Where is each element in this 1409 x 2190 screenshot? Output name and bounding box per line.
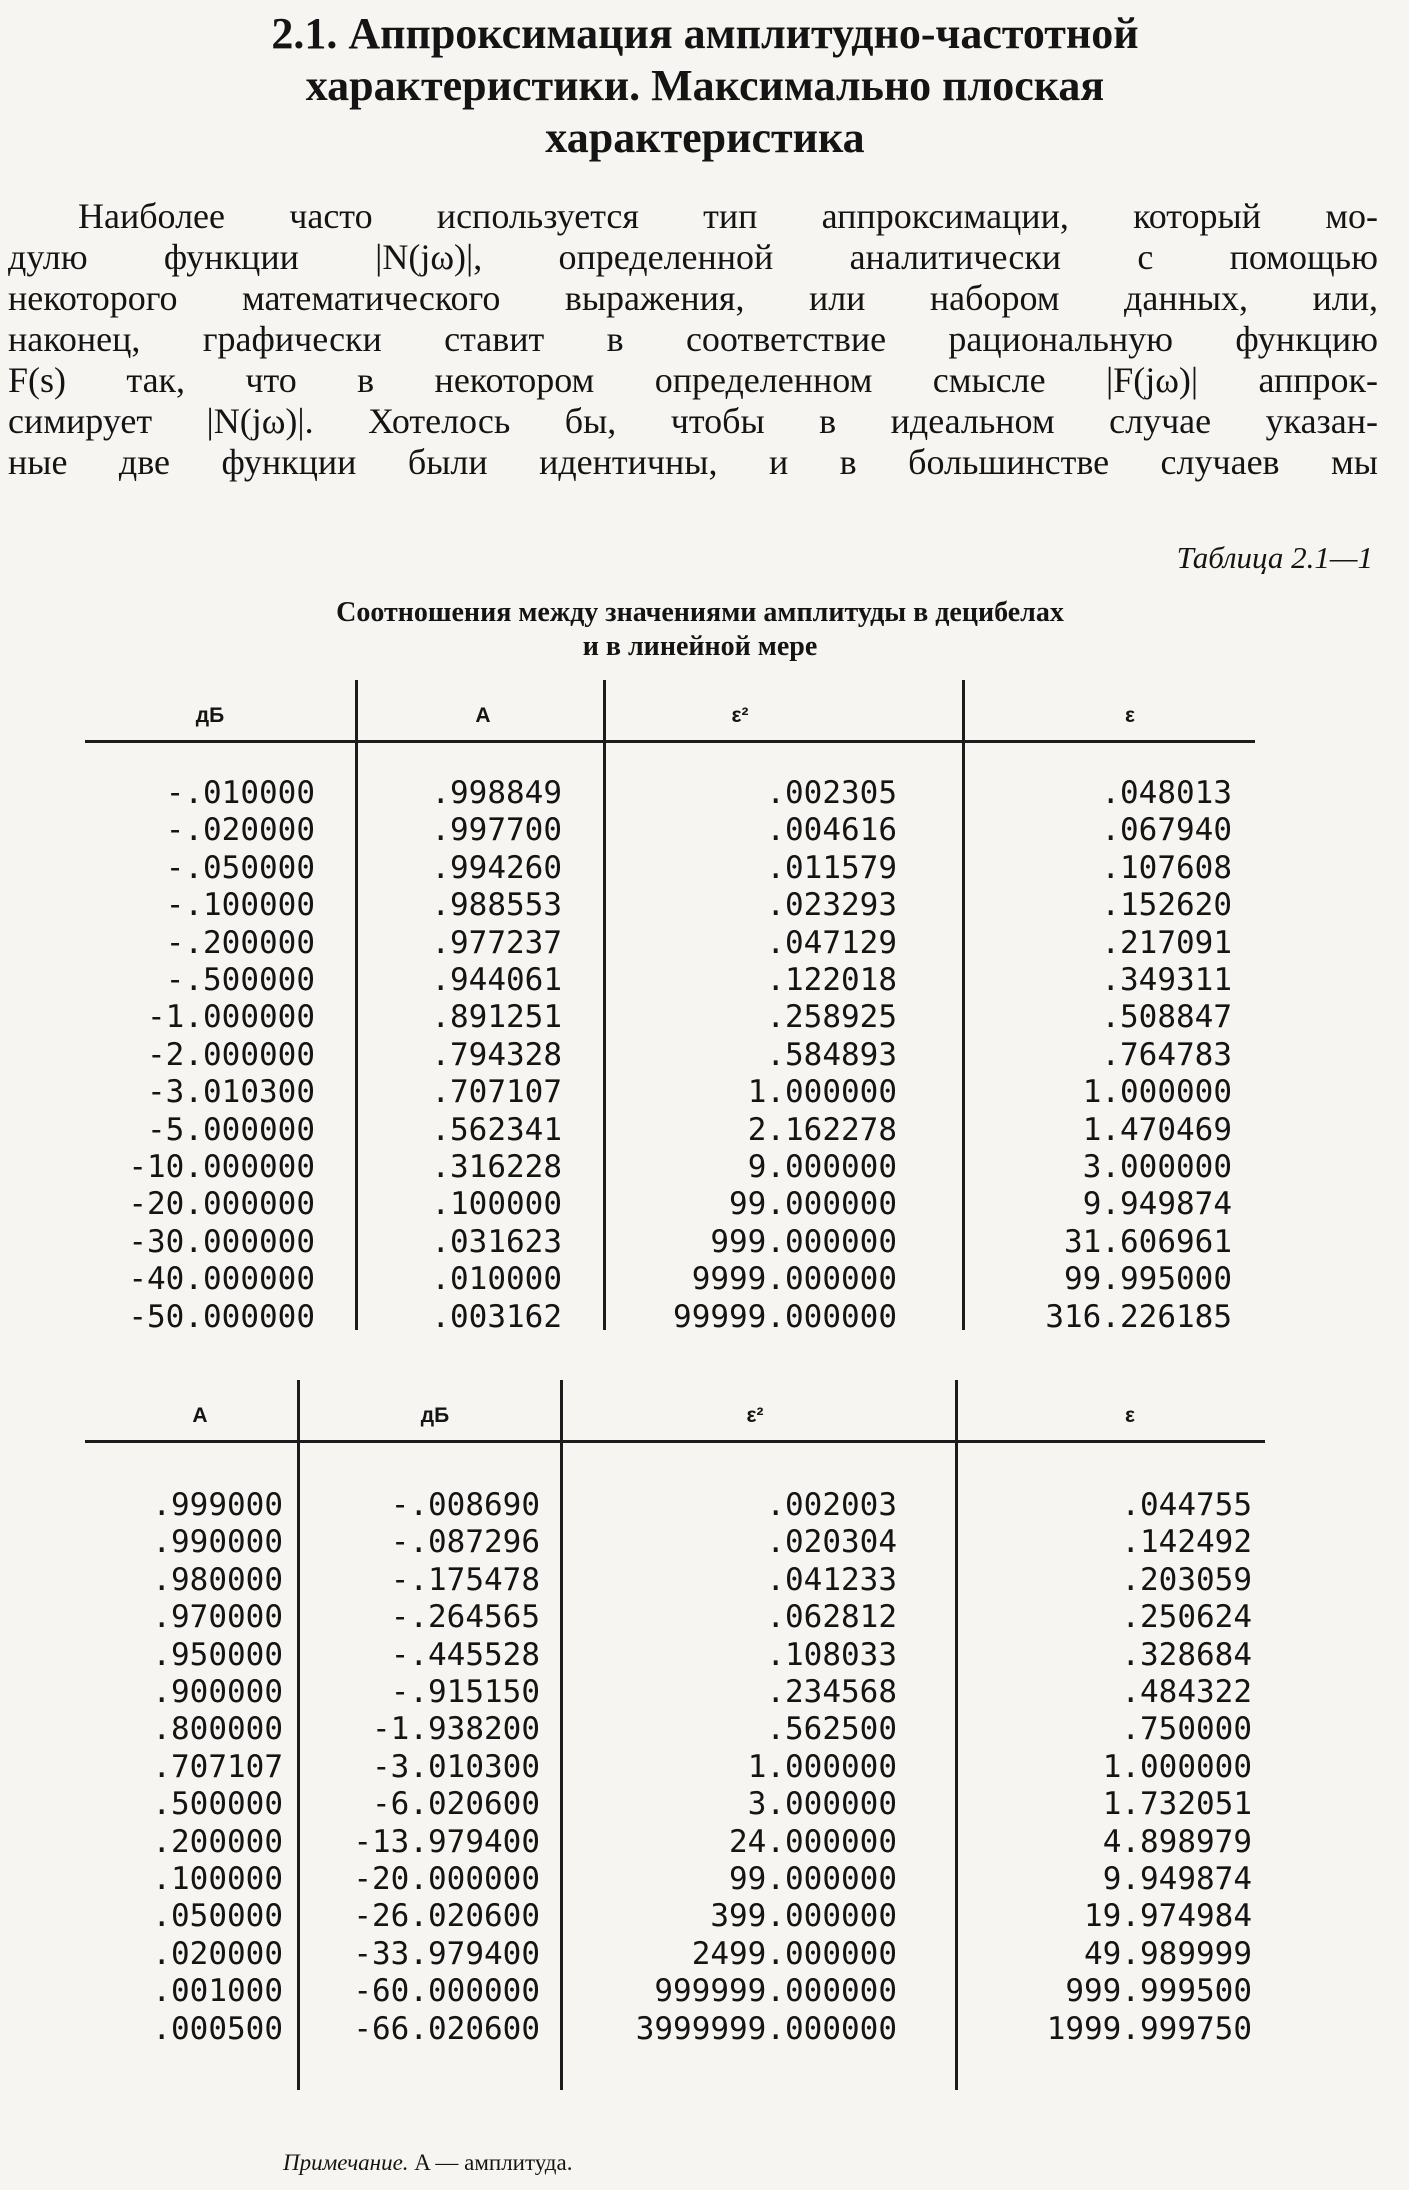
table-cell: 49.989999 xyxy=(1084,1935,1252,1972)
table-cell: 99.000000 xyxy=(729,1861,897,1897)
caption-line: Соотношения между значениями амплитуды в децибелах xyxy=(336,597,1064,628)
table-cell: .010000 xyxy=(431,1261,562,1298)
paragraph-line: F(s) так, что в некотором определенном смысле |F(jω)| аппрок- xyxy=(8,360,1378,400)
table-cell: 2499.000000 xyxy=(691,1935,897,1972)
table-row xyxy=(85,999,1255,1036)
table-cell: .707107 xyxy=(431,1074,562,1111)
table-row xyxy=(85,1261,1255,1298)
header-eps: ε xyxy=(1125,1404,1135,1427)
table-cell: .944061 xyxy=(431,962,562,998)
table-cell: -5.000000 xyxy=(147,1111,315,1148)
table-cell: 999.999500 xyxy=(1065,1973,1252,2010)
table-row xyxy=(85,812,1255,849)
table-cell: -.264565 xyxy=(390,1599,540,1636)
table-cell: 3999999.000000 xyxy=(635,2010,897,2047)
table-cell: .234568 xyxy=(766,1674,897,1710)
table-cell: .500000 xyxy=(152,1786,283,1823)
table-cell: .004616 xyxy=(766,812,897,849)
table-cell: .031623 xyxy=(431,1223,562,1260)
table-cell: .562500 xyxy=(766,1711,897,1748)
table-cell: .900000 xyxy=(152,1674,283,1710)
table-cell: .258925 xyxy=(766,999,897,1036)
table-cell: .067940 xyxy=(1101,812,1232,849)
table-cell: .950000 xyxy=(152,1636,283,1673)
table-row xyxy=(85,2011,1265,2048)
table-cell: .100000 xyxy=(152,1861,283,1897)
table-cell: 2.162278 xyxy=(747,1111,897,1148)
table-cell: .001000 xyxy=(152,1973,283,2010)
caption-line: и в линейной мере xyxy=(582,631,818,662)
heading-line: 2.1. Аппроксимация амплитудно-частотной xyxy=(271,9,1139,58)
heading-line: характеристика xyxy=(545,113,865,162)
table-row xyxy=(85,1674,1265,1711)
table-row xyxy=(85,1749,1265,1786)
table-row xyxy=(85,1898,1265,1935)
header-eps2: ε² xyxy=(746,1404,764,1427)
table-header xyxy=(85,1380,1265,1440)
table-row xyxy=(85,925,1255,962)
table-cell: .250624 xyxy=(1121,1599,1252,1636)
table-cell: .316228 xyxy=(431,1149,562,1185)
table-cell: -.050000 xyxy=(165,849,315,886)
body-paragraph xyxy=(8,196,1378,483)
table-cell: 9999.000000 xyxy=(691,1261,897,1298)
table-cell: .349311 xyxy=(1101,962,1232,998)
table-cell: .048013 xyxy=(1101,775,1232,811)
table-cell: .020304 xyxy=(766,1524,897,1561)
table-cell: 3.000000 xyxy=(1082,1149,1232,1185)
table-row xyxy=(85,1711,1265,1748)
table-cell: .041233 xyxy=(766,1561,897,1598)
table-cell: -3.010300 xyxy=(372,1748,540,1785)
table-cell: 99.995000 xyxy=(1064,1261,1232,1298)
table-cell: -.100000 xyxy=(165,887,315,924)
table-row xyxy=(85,1637,1265,1674)
table-cell: .328684 xyxy=(1121,1636,1252,1673)
table-row xyxy=(85,1224,1255,1261)
table-row xyxy=(85,1112,1255,1149)
table-row xyxy=(85,850,1255,887)
table-cell: -.200000 xyxy=(165,924,315,961)
table-cell: .200000 xyxy=(152,1823,283,1860)
paragraph-line: некоторого математического выражения, или набором данных, или, xyxy=(8,278,1378,318)
table-cell: 399.000000 xyxy=(710,1898,897,1935)
table-cell: .998849 xyxy=(431,775,562,811)
table-cell: .999000 xyxy=(152,1487,283,1523)
header-eps: ε xyxy=(1125,704,1135,727)
table-cell: 999.000000 xyxy=(710,1223,897,1260)
table-cell: .142492 xyxy=(1121,1524,1252,1561)
table-row xyxy=(85,1562,1265,1599)
table-row xyxy=(85,1037,1255,1074)
table-cell: -.500000 xyxy=(165,962,315,998)
table-cell: -26.020600 xyxy=(353,1898,540,1935)
table-cell: 99999.000000 xyxy=(673,1298,897,1335)
table-cell: .707107 xyxy=(152,1748,283,1785)
paragraph-line: симирует |N(jω)|. Хотелось бы, чтобы в идеальном случае указан- xyxy=(8,401,1378,441)
table-cell: .108033 xyxy=(766,1636,897,1673)
table-db-to-amplitude xyxy=(85,680,1255,1335)
table-cell: .891251 xyxy=(431,999,562,1036)
table-cell: .980000 xyxy=(152,1561,283,1598)
paragraph-line: наконец, графически ставит в соответствие рациональную функцию xyxy=(8,319,1378,359)
table-cell: 1.000000 xyxy=(1102,1748,1252,1785)
note-text: A — амплитуда. xyxy=(414,2150,573,2175)
table-cell: .023293 xyxy=(766,887,897,924)
table-cell: .107608 xyxy=(1101,849,1232,886)
table-cell: .020000 xyxy=(152,1935,283,1972)
table-row xyxy=(85,1299,1255,1336)
table-cell: 1.000000 xyxy=(747,1074,897,1111)
table-cell: .988553 xyxy=(431,887,562,924)
header-eps2: ε² xyxy=(731,704,749,727)
table-cell: .011579 xyxy=(766,849,897,886)
table-cell: -.915150 xyxy=(390,1674,540,1710)
table-cell: 19.974984 xyxy=(1084,1898,1252,1935)
table-cell: -20.000000 xyxy=(353,1861,540,1897)
table-header xyxy=(85,680,1255,740)
table-cell: -.087296 xyxy=(390,1524,540,1561)
table-row xyxy=(85,1487,1265,1524)
section-heading xyxy=(130,8,1280,164)
table-cell: -10.000000 xyxy=(128,1149,315,1185)
table-cell: .750000 xyxy=(1121,1711,1252,1748)
table-cell: .997700 xyxy=(431,812,562,849)
table-cell: .990000 xyxy=(152,1524,283,1561)
table-cell: -33.979400 xyxy=(353,1935,540,1972)
table-row xyxy=(85,1824,1265,1861)
table-cell: .484322 xyxy=(1121,1674,1252,1710)
table-cell: .217091 xyxy=(1101,924,1232,961)
table-cell: -.010000 xyxy=(165,775,315,811)
table-cell: -.008690 xyxy=(390,1487,540,1523)
table-cell: 316.226185 xyxy=(1045,1298,1232,1335)
table-cell: .002305 xyxy=(766,775,897,811)
table-cell: 24.000000 xyxy=(729,1823,897,1860)
table-row xyxy=(85,775,1255,812)
header-rule xyxy=(85,1440,1265,1443)
table-note xyxy=(283,2150,572,2176)
table-cell: .562341 xyxy=(431,1111,562,1148)
table-cell: -1.000000 xyxy=(147,999,315,1036)
table-row xyxy=(85,1186,1255,1223)
table-cell: .970000 xyxy=(152,1599,283,1636)
table-cell: -.020000 xyxy=(165,812,315,849)
heading-line: характеристики. Максимально плоская xyxy=(305,61,1105,110)
table-cell: .764783 xyxy=(1101,1036,1232,1073)
header-db: дБ xyxy=(195,704,225,727)
table-cell: 3.000000 xyxy=(747,1786,897,1823)
header-db: дБ xyxy=(420,1404,450,1427)
table-cell: 1.000000 xyxy=(747,1748,897,1785)
table-row xyxy=(85,1524,1265,1561)
table-cell: -30.000000 xyxy=(128,1223,315,1260)
table-cell: 4.898979 xyxy=(1102,1823,1252,1860)
table-cell: 1.000000 xyxy=(1082,1074,1232,1111)
table-cell: 9.949874 xyxy=(1082,1186,1232,1223)
table-cell: 999999.000000 xyxy=(654,1973,897,2010)
table-cell: -50.000000 xyxy=(128,1298,315,1335)
table-cell: 9.949874 xyxy=(1102,1861,1252,1897)
table-cell: .062812 xyxy=(766,1599,897,1636)
table-row xyxy=(85,1149,1255,1186)
table-cell: .584893 xyxy=(766,1036,897,1073)
table-row xyxy=(85,1973,1265,2010)
table-cell: .800000 xyxy=(152,1711,283,1748)
table-cell: -1.938200 xyxy=(372,1711,540,1748)
table-cell: -.445528 xyxy=(390,1636,540,1673)
table-cell: .050000 xyxy=(152,1898,283,1935)
table-row xyxy=(85,1599,1265,1636)
paragraph-line: ные две функции были идентичны, и в большинстве случаев мы xyxy=(8,442,1378,482)
table-cell: .977237 xyxy=(431,924,562,961)
note-label: Примечание. xyxy=(283,2150,409,2175)
table-row xyxy=(85,887,1255,924)
header-a: A xyxy=(192,1404,208,1427)
table-row xyxy=(85,1861,1265,1898)
table-cell: 99.000000 xyxy=(729,1186,897,1223)
table-cell: -.175478 xyxy=(390,1561,540,1598)
table-row xyxy=(85,962,1255,999)
table-row xyxy=(85,1074,1255,1111)
table-row xyxy=(85,1936,1265,1973)
table-cell: -13.979400 xyxy=(353,1823,540,1860)
table-label: Таблица 2.1—1 xyxy=(1176,540,1373,575)
paragraph-line: Наиболее часто используется тип аппроксимации, который мо- xyxy=(78,196,1378,236)
table-cell: -2.000000 xyxy=(147,1036,315,1073)
header-a: A xyxy=(475,704,491,727)
table-cell: .122018 xyxy=(766,962,897,998)
table-cell: .152620 xyxy=(1101,887,1232,924)
table-caption xyxy=(200,596,1200,664)
table-cell: .000500 xyxy=(152,2010,283,2047)
table-cell: .994260 xyxy=(431,849,562,886)
paragraph-line: дулю функции |N(jω)|, определенной аналитически с помощью xyxy=(8,237,1378,277)
table-cell: .044755 xyxy=(1121,1487,1252,1523)
table-cell: .100000 xyxy=(431,1186,562,1223)
table-cell: .203059 xyxy=(1121,1561,1252,1598)
table-cell: -6.020600 xyxy=(372,1786,540,1823)
table-row xyxy=(85,1786,1265,1823)
table-cell: 1.470469 xyxy=(1082,1111,1232,1148)
table-cell: -66.020600 xyxy=(353,2010,540,2047)
table-cell: 9.000000 xyxy=(747,1149,897,1185)
table-cell: -40.000000 xyxy=(128,1261,315,1298)
table-amplitude-to-db xyxy=(85,1380,1265,2090)
table-cell: -60.000000 xyxy=(353,1973,540,2010)
table-cell: 1.732051 xyxy=(1102,1786,1252,1823)
table-cell: -20.000000 xyxy=(128,1186,315,1223)
table-cell: .003162 xyxy=(431,1298,562,1335)
table-cell: 31.606961 xyxy=(1064,1223,1232,1260)
table-cell: 1999.999750 xyxy=(1046,2010,1252,2047)
header-rule xyxy=(85,740,1255,743)
table-cell: -3.010300 xyxy=(147,1074,315,1111)
table-cell: .508847 xyxy=(1101,999,1232,1036)
table-cell: .047129 xyxy=(766,924,897,961)
table-cell: .002003 xyxy=(766,1487,897,1523)
table-cell: .794328 xyxy=(431,1036,562,1073)
